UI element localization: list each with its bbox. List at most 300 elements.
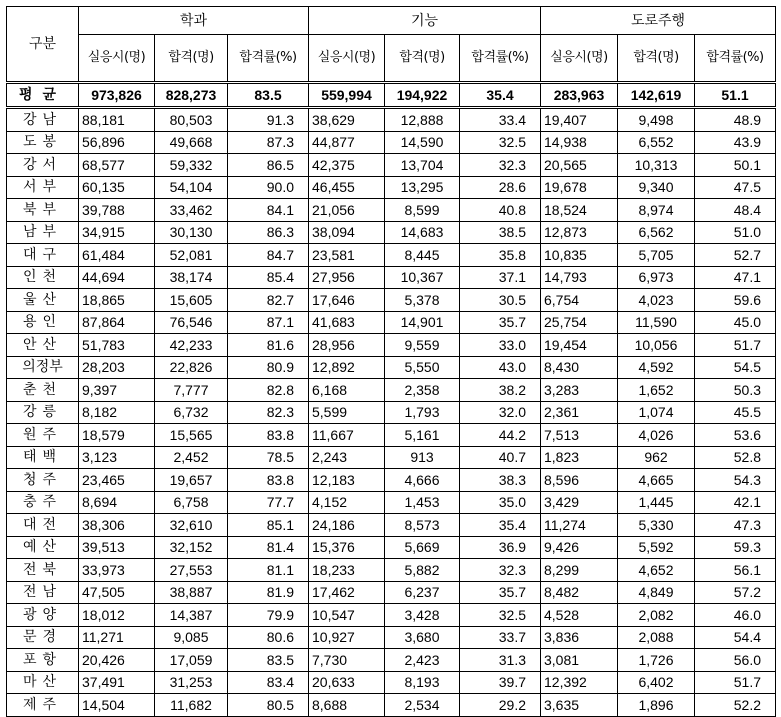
- table-cell: 35.4: [460, 83, 541, 108]
- row-label: [7, 401, 79, 424]
- table-cell: 52.8: [695, 446, 776, 469]
- table-cell: 38.5: [460, 221, 541, 244]
- table-cell: 1,896: [618, 694, 695, 717]
- table-row: [7, 626, 776, 649]
- table-cell: 42,375: [309, 154, 385, 177]
- table-cell: 18,012: [79, 604, 155, 627]
- row-label-text: 안산: [22, 336, 63, 353]
- row-label: [7, 469, 79, 492]
- group-header-road: 도로주행: [541, 7, 776, 35]
- table-cell: 59.3: [695, 536, 776, 559]
- table-cell: 81.9: [228, 581, 309, 604]
- table-cell: 36.9: [460, 536, 541, 559]
- table-cell: 37,491: [79, 671, 155, 694]
- table-cell: 19,678: [541, 176, 618, 199]
- table-row: [7, 199, 776, 222]
- table-cell: 42.1: [695, 491, 776, 514]
- row-label: [7, 379, 79, 402]
- table-cell: 9,340: [618, 176, 695, 199]
- table-cell: 5,669: [385, 536, 460, 559]
- row-label: [7, 649, 79, 672]
- table-cell: 40.8: [460, 199, 541, 222]
- table-cell: 9,397: [79, 379, 155, 402]
- table-cell: 90.0: [228, 176, 309, 199]
- table-cell: 6,402: [618, 671, 695, 694]
- table-cell: 6,754: [541, 289, 618, 312]
- table-cell: 4,665: [618, 469, 695, 492]
- row-label: [7, 491, 79, 514]
- table-cell: 82.7: [228, 289, 309, 312]
- row-label: [7, 559, 79, 582]
- table-cell: 2,358: [385, 379, 460, 402]
- table-cell: 41,683: [309, 311, 385, 334]
- table-cell: 43.9: [695, 131, 776, 154]
- table-cell: 84.1: [228, 199, 309, 222]
- table-cell: 6,758: [155, 491, 228, 514]
- table-cell: 8,974: [618, 199, 695, 222]
- table-cell: 8,596: [541, 469, 618, 492]
- row-label: [7, 266, 79, 289]
- table-cell: 42,233: [155, 334, 228, 357]
- table-cell: 49,668: [155, 131, 228, 154]
- table-cell: 10,547: [309, 604, 385, 627]
- table-cell: 17,462: [309, 581, 385, 604]
- sub-header: 실응시(명): [79, 35, 155, 83]
- table-cell: 6,562: [618, 221, 695, 244]
- row-label-text: 평균: [18, 87, 67, 103]
- table-cell: 83.5: [228, 649, 309, 672]
- corner-header: 구분: [7, 7, 79, 83]
- row-label: [7, 424, 79, 447]
- table-cell: 13,295: [385, 176, 460, 199]
- table-cell: 283,963: [541, 83, 618, 108]
- row-label: [7, 356, 79, 379]
- table-cell: 8,445: [385, 244, 460, 267]
- table-cell: 7,513: [541, 424, 618, 447]
- table-cell: 85.4: [228, 266, 309, 289]
- row-label-text: 대전: [22, 516, 63, 533]
- row-label: [7, 514, 79, 537]
- row-label-text: 충주: [22, 494, 63, 511]
- table-cell: 11,274: [541, 514, 618, 537]
- table-cell: 47.1: [695, 266, 776, 289]
- table-cell: 12,392: [541, 671, 618, 694]
- table-cell: 53.6: [695, 424, 776, 447]
- table-cell: 9,426: [541, 536, 618, 559]
- table-cell: 76,546: [155, 311, 228, 334]
- table-cell: 33.0: [460, 334, 541, 357]
- table-cell: 19,407: [541, 108, 618, 132]
- sub-header: 실응시(명): [309, 35, 385, 83]
- table-cell: 56,896: [79, 131, 155, 154]
- table-cell: 559,994: [309, 83, 385, 108]
- table-cell: 13,704: [385, 154, 460, 177]
- table-cell: 1,726: [618, 649, 695, 672]
- table-cell: 32.3: [460, 154, 541, 177]
- table-cell: 50.1: [695, 154, 776, 177]
- table-cell: 32.5: [460, 131, 541, 154]
- table-row: [7, 401, 776, 424]
- table-cell: 79.9: [228, 604, 309, 627]
- table-cell: 91.3: [228, 108, 309, 132]
- table-cell: 83.4: [228, 671, 309, 694]
- table-row: [7, 221, 776, 244]
- table-row: [7, 469, 776, 492]
- table-cell: 11,667: [309, 424, 385, 447]
- table-cell: 194,922: [385, 83, 460, 108]
- table-cell: 87,864: [79, 311, 155, 334]
- table-cell: 5,592: [618, 536, 695, 559]
- table-cell: 2,423: [385, 649, 460, 672]
- table-cell: 10,927: [309, 626, 385, 649]
- table-cell: 82.3: [228, 401, 309, 424]
- table-cell: 15,605: [155, 289, 228, 312]
- table-cell: 47.3: [695, 514, 776, 537]
- table-row: [7, 379, 776, 402]
- table-cell: 83.8: [228, 469, 309, 492]
- table-row: [7, 604, 776, 627]
- row-label: [7, 244, 79, 267]
- table-cell: 32,152: [155, 536, 228, 559]
- table-cell: 87.3: [228, 131, 309, 154]
- table-row: [7, 108, 776, 132]
- average-row: [7, 83, 776, 108]
- sub-header: 실응시(명): [541, 35, 618, 83]
- row-label-text: 용인: [22, 314, 63, 331]
- table-cell: 8,573: [385, 514, 460, 537]
- table-cell: 80.5: [228, 694, 309, 717]
- table-cell: 38.2: [460, 379, 541, 402]
- table-row: [7, 266, 776, 289]
- table-cell: 81.6: [228, 334, 309, 357]
- table-row: [7, 649, 776, 672]
- table-cell: 32.5: [460, 604, 541, 627]
- table-cell: 4,152: [309, 491, 385, 514]
- table-cell: 54,104: [155, 176, 228, 199]
- table-cell: 56.0: [695, 649, 776, 672]
- table-cell: 10,367: [385, 266, 460, 289]
- table-cell: 3,680: [385, 626, 460, 649]
- table-cell: 962: [618, 446, 695, 469]
- row-label-text: 전남: [22, 584, 63, 601]
- table-row: [7, 536, 776, 559]
- table-cell: 32,610: [155, 514, 228, 537]
- table-cell: 84.7: [228, 244, 309, 267]
- table-cell: 47,505: [79, 581, 155, 604]
- table-cell: 38,174: [155, 266, 228, 289]
- table-cell: 39,513: [79, 536, 155, 559]
- row-label-text: 의정부: [22, 359, 63, 376]
- group-header-row: [7, 7, 776, 35]
- table-cell: 51.1: [695, 83, 776, 108]
- table-cell: 23,465: [79, 469, 155, 492]
- row-label-text: 포항: [22, 651, 63, 668]
- table-cell: 44,877: [309, 131, 385, 154]
- table-row: [7, 559, 776, 582]
- row-label-text: 남부: [22, 224, 63, 241]
- table-cell: 1,074: [618, 401, 695, 424]
- sub-header: 합격(명): [155, 35, 228, 83]
- table-cell: 48.9: [695, 108, 776, 132]
- table-cell: 31,253: [155, 671, 228, 694]
- table-cell: 33.4: [460, 108, 541, 132]
- table-row: [7, 311, 776, 334]
- table-cell: 8,182: [79, 401, 155, 424]
- table-cell: 11,682: [155, 694, 228, 717]
- row-label-text: 문경: [22, 629, 63, 646]
- table-cell: 28,956: [309, 334, 385, 357]
- table-cell: 37.1: [460, 266, 541, 289]
- table-cell: 80,503: [155, 108, 228, 132]
- table-cell: 1,793: [385, 401, 460, 424]
- table-cell: 20,426: [79, 649, 155, 672]
- row-label: [7, 176, 79, 199]
- table-cell: 4,023: [618, 289, 695, 312]
- table-cell: 14,590: [385, 131, 460, 154]
- table-cell: 35.4: [460, 514, 541, 537]
- table-cell: 35.7: [460, 581, 541, 604]
- table-cell: 17,059: [155, 649, 228, 672]
- table-cell: 59.6: [695, 289, 776, 312]
- table-row: [7, 446, 776, 469]
- table-cell: 3,429: [541, 491, 618, 514]
- row-label-text: 전북: [22, 561, 63, 578]
- sub-header: 합격률(%): [695, 35, 776, 83]
- row-label-text: 강남: [22, 111, 63, 128]
- row-label: [7, 334, 79, 357]
- group-header-skill: 기능: [309, 7, 541, 35]
- table-cell: 8,694: [79, 491, 155, 514]
- row-label-text: 춘천: [22, 381, 63, 398]
- table-cell: 25,754: [541, 311, 618, 334]
- table-cell: 33.7: [460, 626, 541, 649]
- table-cell: 18,233: [309, 559, 385, 582]
- row-label-text: 인천: [22, 269, 63, 286]
- table-cell: 40.7: [460, 446, 541, 469]
- table-cell: 52.7: [695, 244, 776, 267]
- table-cell: 39,788: [79, 199, 155, 222]
- table-cell: 87.1: [228, 311, 309, 334]
- table-cell: 45.0: [695, 311, 776, 334]
- row-label-text: 청주: [22, 471, 63, 488]
- table-cell: 4,528: [541, 604, 618, 627]
- table-cell: 10,835: [541, 244, 618, 267]
- row-label: [7, 83, 79, 108]
- table-cell: 10,056: [618, 334, 695, 357]
- row-label-text: 도봉: [22, 134, 63, 151]
- row-label: [7, 694, 79, 717]
- row-label: [7, 536, 79, 559]
- table-row: [7, 176, 776, 199]
- table-cell: 51.7: [695, 334, 776, 357]
- row-label-text: 마산: [22, 674, 63, 691]
- table-cell: 54.3: [695, 469, 776, 492]
- table-cell: 28.6: [460, 176, 541, 199]
- table-cell: 27,553: [155, 559, 228, 582]
- table-cell: 5,882: [385, 559, 460, 582]
- table-cell: 9,559: [385, 334, 460, 357]
- group-header-written: 학과: [79, 7, 309, 35]
- row-label-text: 태백: [22, 449, 63, 466]
- table-cell: 3,283: [541, 379, 618, 402]
- table-cell: 5,161: [385, 424, 460, 447]
- table-cell: 12,888: [385, 108, 460, 132]
- table-cell: 43.0: [460, 356, 541, 379]
- table-cell: 5,705: [618, 244, 695, 267]
- table-cell: 83.8: [228, 424, 309, 447]
- table-cell: 2,452: [155, 446, 228, 469]
- table-cell: 3,428: [385, 604, 460, 627]
- table-cell: 4,026: [618, 424, 695, 447]
- table-cell: 6,552: [618, 131, 695, 154]
- row-label: [7, 446, 79, 469]
- table-cell: 85.1: [228, 514, 309, 537]
- table-cell: 6,973: [618, 266, 695, 289]
- table-cell: 54.5: [695, 356, 776, 379]
- table-cell: 9,498: [618, 108, 695, 132]
- table-cell: 60,135: [79, 176, 155, 199]
- table-cell: 14,683: [385, 221, 460, 244]
- table-cell: 18,865: [79, 289, 155, 312]
- table-cell: 35.7: [460, 311, 541, 334]
- table-cell: 20,565: [541, 154, 618, 177]
- table-cell: 31.3: [460, 649, 541, 672]
- table-cell: 19,454: [541, 334, 618, 357]
- table-cell: 9,085: [155, 626, 228, 649]
- row-label-text: 울산: [22, 291, 63, 308]
- table-cell: 1,453: [385, 491, 460, 514]
- table-cell: 973,826: [79, 83, 155, 108]
- table-row: [7, 244, 776, 267]
- table-cell: 86.3: [228, 221, 309, 244]
- table-cell: 14,901: [385, 311, 460, 334]
- table-cell: 52,081: [155, 244, 228, 267]
- table-cell: 20,633: [309, 671, 385, 694]
- row-label-text: 북부: [22, 201, 63, 218]
- table-cell: 12,183: [309, 469, 385, 492]
- table-cell: 30.5: [460, 289, 541, 312]
- table-cell: 24,186: [309, 514, 385, 537]
- row-label-text: 광양: [22, 606, 63, 623]
- table-cell: 8,482: [541, 581, 618, 604]
- row-label-text: 예산: [22, 539, 63, 556]
- table-row: [7, 424, 776, 447]
- table-row: [7, 581, 776, 604]
- table-cell: 2,361: [541, 401, 618, 424]
- table-cell: 81.1: [228, 559, 309, 582]
- row-label-text: 서부: [22, 179, 63, 196]
- row-label: [7, 221, 79, 244]
- row-label: [7, 289, 79, 312]
- table-cell: 80.9: [228, 356, 309, 379]
- table-cell: 8,688: [309, 694, 385, 717]
- table-cell: 29.2: [460, 694, 541, 717]
- table-row: [7, 154, 776, 177]
- table-cell: 18,579: [79, 424, 155, 447]
- table-row: [7, 694, 776, 717]
- table-cell: 18,524: [541, 199, 618, 222]
- table-cell: 51,783: [79, 334, 155, 357]
- row-label: [7, 311, 79, 334]
- table-cell: 35.0: [460, 491, 541, 514]
- row-label: [7, 108, 79, 132]
- table-cell: 913: [385, 446, 460, 469]
- table-cell: 45.5: [695, 401, 776, 424]
- table-cell: 14,793: [541, 266, 618, 289]
- table-row: [7, 131, 776, 154]
- table-cell: 1,652: [618, 379, 695, 402]
- table-cell: 6,168: [309, 379, 385, 402]
- row-label: [7, 581, 79, 604]
- table-cell: 35.8: [460, 244, 541, 267]
- table-cell: 5,599: [309, 401, 385, 424]
- table-row: [7, 491, 776, 514]
- sub-header: 합격률(%): [228, 35, 309, 83]
- table-cell: 4,652: [618, 559, 695, 582]
- row-label: [7, 154, 79, 177]
- table-cell: 4,849: [618, 581, 695, 604]
- table-cell: 47.5: [695, 176, 776, 199]
- table-cell: 38,306: [79, 514, 155, 537]
- table-cell: 68,577: [79, 154, 155, 177]
- table-cell: 6,237: [385, 581, 460, 604]
- table-cell: 15,376: [309, 536, 385, 559]
- table-cell: 80.6: [228, 626, 309, 649]
- table-cell: 51.7: [695, 671, 776, 694]
- table-row: [7, 356, 776, 379]
- table-cell: 27,956: [309, 266, 385, 289]
- table-cell: 51.0: [695, 221, 776, 244]
- table-cell: 22,826: [155, 356, 228, 379]
- table-cell: 7,730: [309, 649, 385, 672]
- row-label: [7, 626, 79, 649]
- row-label: [7, 671, 79, 694]
- table-cell: 28,203: [79, 356, 155, 379]
- table-cell: 12,873: [541, 221, 618, 244]
- license-exam-results-table: [6, 6, 776, 717]
- table-cell: 32.0: [460, 401, 541, 424]
- table-row: [7, 514, 776, 537]
- table-cell: 44,694: [79, 266, 155, 289]
- table-cell: 33,462: [155, 199, 228, 222]
- table-cell: 4,666: [385, 469, 460, 492]
- table-cell: 46.0: [695, 604, 776, 627]
- table-cell: 81.4: [228, 536, 309, 559]
- table-cell: 54.4: [695, 626, 776, 649]
- table-cell: 2,082: [618, 604, 695, 627]
- row-label: [7, 131, 79, 154]
- table-cell: 14,504: [79, 694, 155, 717]
- table-cell: 38.3: [460, 469, 541, 492]
- table-cell: 142,619: [618, 83, 695, 108]
- table-cell: 10,313: [618, 154, 695, 177]
- table-cell: 61,484: [79, 244, 155, 267]
- table-body: [7, 7, 776, 717]
- table-cell: 3,123: [79, 446, 155, 469]
- table-cell: 86.5: [228, 154, 309, 177]
- table-cell: 19,657: [155, 469, 228, 492]
- row-label: [7, 604, 79, 627]
- statistics-table-container: [6, 6, 776, 717]
- table-cell: 14,938: [541, 131, 618, 154]
- table-cell: 30,130: [155, 221, 228, 244]
- table-row: [7, 334, 776, 357]
- table-cell: 17,646: [309, 289, 385, 312]
- table-cell: 23,581: [309, 244, 385, 267]
- row-label-text: 원주: [22, 426, 63, 443]
- table-cell: 5,378: [385, 289, 460, 312]
- row-label: [7, 199, 79, 222]
